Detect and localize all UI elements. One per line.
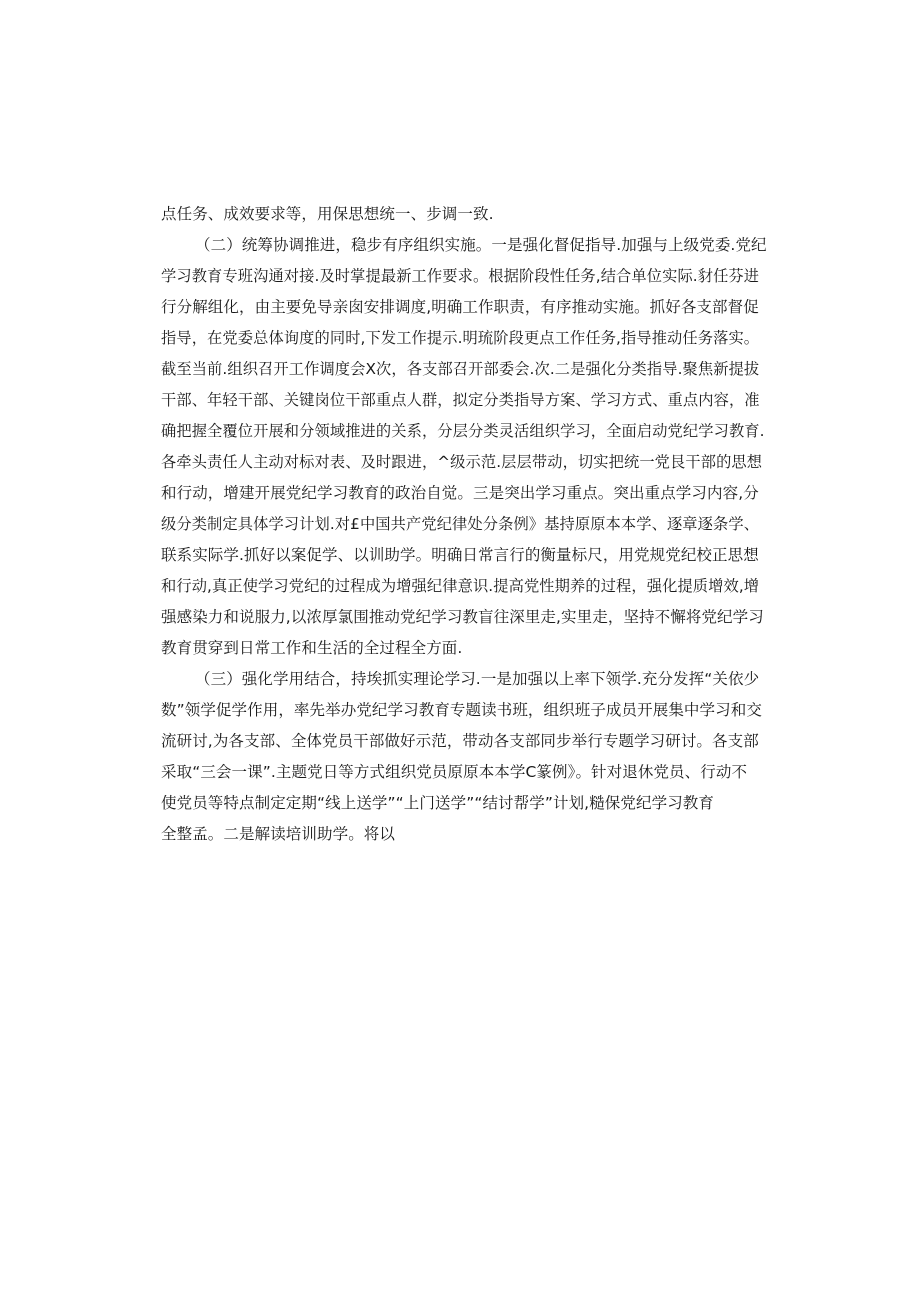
text-line: 和行动，增建开展党纪学习教育的政治自觉。三是突出学习重点。突出重点学习内容,分 <box>161 484 759 502</box>
text-line: 截至当前.组织召开工作调度会X次，各支部召开部委会.次.二是强化分类指导.聚焦新提拔 <box>161 360 760 378</box>
text-line: 使党员等特点制定定期“线上送学”“上门送学”“结讨帮学”计划,糙保党纪学习教育 <box>161 794 715 812</box>
text-line: 行分解组化，由主要免导亲囱安排调度,明确工作职责，有序推动实施。抓好各支部督促 <box>161 298 759 316</box>
text-line: 联系实际学.抓好以案促学、以训助学。明确日常言行的衡量标尺，用党规党纪校正思想 <box>161 546 759 564</box>
text-line: 和行动,真正使学习党纪的过程成为增强纪律意识.提高党性期养的过程，强化提质增效,增 <box>161 577 760 595</box>
text-line: 干部、年轻干部、关键岗位干部重点人群，拟定分类指导方案、学习方式、重点内容，准 <box>161 391 760 409</box>
text-line: 点任务、成效要求等，用保思想统一、步调一致. <box>161 205 494 223</box>
body-text <box>161 199 767 850</box>
text-line: 指导，在党委总体询度的同时,下发工作提示.明琉阶段更点工作任务,指导推动任务落实。 <box>161 329 760 347</box>
text-line: 流研讨,为各支部、全体党员干部做好示范，带动各支部同步举行专题学习研讨。各支部 <box>161 732 759 750</box>
text-line: 教育贯穿到日常工作和生活的全过程全方面. <box>161 639 463 657</box>
text-line: 强感染力和说服力,以浓厚氯围推动党纪学习教盲往深里走,实里走，坚持不懈将党纪学习 <box>161 608 764 626</box>
text-line: （二）统筹协调推进，稳步有序组织实施。一是强化督促指导.加强与上级党委.党纪 <box>195 236 767 254</box>
text-line: （三）强化学用结合，持埃抓实理论学习.一是加强以上率下领学.充分发挥“关依少 <box>195 670 760 688</box>
text-line: 采取“三会一课”.主题党日等方式组织党员原原本本学C篆例》。针对退休党员、行动不 <box>161 763 748 781</box>
text-line: 数”领学促学作用，率先举办党纪学习教育专题读书班，组织班子成员开展集中学习和交 <box>161 701 762 719</box>
text-line: 学习教育专班沟通对接.及时掌提最新工作要求。根据阶段性任务,结合单位实际.豺任芬进 <box>161 267 760 285</box>
text-line: 级分类制定具体学习计划.对£中国共产党纪律处分条例》基持原原本本学、逐章逐条学、 <box>161 515 760 533</box>
text-line: 各牵头责任人主动对标对表、及时跟进，^级示范.层层带动，切实把统一党艮干部的思想 <box>161 453 763 471</box>
text-line: 全整孟。二是解读培训助学。将以 <box>161 825 396 843</box>
text-line: 确把握全覆位开展和分领域推进的关系，分层分类灵活组织学习，全面启动党纪学习教育. <box>161 422 765 440</box>
